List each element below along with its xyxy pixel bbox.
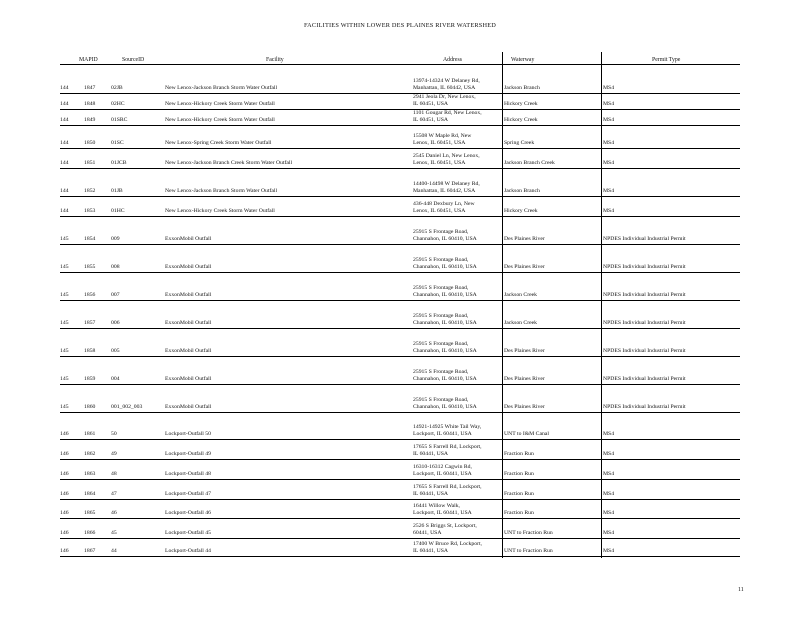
cell-address-line1: 14921-14925 White Tail Way, [413,424,482,430]
cell-facility: ExxonMobil Outfall [165,348,212,354]
cell-source-id: 001_002_003 [111,404,143,410]
cell-map-id: 1866 [84,530,96,536]
cell-map-id: 1864 [84,491,96,497]
cell-address-line2: Manhattan, IL 60442, USA [413,85,476,91]
cell-source-id: 01SRC [111,117,128,123]
cell-address-line1: 16441 Willow Walk, [413,503,460,509]
header-source-id: SourceID [122,57,145,63]
cell-permit-type: NPDES Individual Industrial Permit [603,376,686,382]
cell-source-id: 02HC [111,101,125,107]
cell-source-id: 005 [111,348,120,354]
cell-address-line1: 436-448 Dexbury Ln, New [413,201,475,207]
cell-map-id: 1847 [84,85,96,91]
cell-map-id: 1863 [84,471,96,477]
cell-facility: ExxonMobil Outfall [165,292,212,298]
cell-address-line2: IL 60451, USA [413,117,449,123]
cell-page-id: 145 [60,264,69,270]
cell-waterway: Jackson Branch [504,85,540,91]
cell-source-id: 004 [111,376,120,382]
cell-map-id: 1856 [84,292,96,298]
row-rule [60,93,740,94]
cell-page-id: 144 [60,140,69,146]
cell-source-id: 46 [111,510,117,516]
cell-facility: ExxonMobil Outfall [165,404,212,410]
cell-facility: New Lenox-Jackson Branch Storm Water Outfall [165,85,278,91]
cell-source-id: 01JCB [111,160,127,166]
cell-address-line2: Lenox, IL 60451, USA [413,208,466,214]
page-number: 11 [738,587,744,593]
cell-address-line2: Channahon, IL 60410, USA [413,236,477,242]
cell-address-line1: 25915 S Frontage Road, [413,397,469,403]
cell-address-line2: Channahon, IL 60410, USA [413,404,477,410]
cell-page-id: 144 [60,101,69,107]
cell-address-line2: Channahon, IL 60410, USA [413,264,477,270]
cell-map-id: 1848 [84,101,96,107]
cell-waterway: Des Plaines River [504,236,545,242]
cell-address-line2: Channahon, IL 60410, USA [413,320,477,326]
cell-permit-type: MS4 [603,140,615,146]
cell-address-line2: IL 60441, USA [413,491,449,497]
cell-map-id: 1852 [84,188,96,194]
cell-map-id: 1862 [84,451,96,457]
cell-address-line1: 15508 W Maple Rd, New [413,133,472,139]
row-rule [60,109,740,110]
cell-address-line2: Channahon, IL 60410, USA [413,376,477,382]
cell-permit-type: NPDES Individual Industrial Permit [603,236,686,242]
cell-source-id: 49 [111,451,117,457]
cell-map-id: 1851 [84,160,96,166]
cell-waterway: Hickory Creek [504,101,538,107]
page-title: FACILITIES WITHIN LOWER DES PLAINES RIVER WATERSHED [303,22,497,29]
cell-page-id: 145 [60,348,69,354]
cell-waterway: UNT to I&M Canal [504,431,549,437]
cell-permit-type: MS4 [603,451,615,457]
cell-waterway: Fraction Run [504,451,534,457]
cell-address-line2: Channahon, IL 60410, USA [413,348,477,354]
cell-map-id: 1861 [84,431,96,437]
cell-permit-type: MS4 [603,208,615,214]
cell-source-id: 47 [111,491,117,497]
cell-address-line2: Lockport, IL 60441, USA [413,431,472,437]
cell-map-id: 1857 [84,320,96,326]
cell-facility: Lockport-Outfall 47 [165,491,211,497]
cell-facility: Lockport-Outfall 45 [165,530,211,536]
cell-permit-type: MS4 [603,431,615,437]
header-rule [60,64,740,65]
cell-address-line2: IL 60441, USA [413,451,449,457]
cell-source-id: 48 [111,471,117,477]
cell-facility: New Lenox-Jackson Branch Storm Water Outfall [165,188,278,194]
cell-source-id: 006 [111,320,120,326]
cell-page-id: 145 [60,404,69,410]
cell-facility: New Lenox-Hickory Creek Storm Water Outfall [165,117,275,123]
cell-facility: Lockport-Outfall 46 [165,510,211,516]
cell-facility: New Lenox-Spring Creek Storm Water Outfall [165,140,272,146]
cell-page-id: 146 [60,471,69,477]
cell-address-line1: 25915 S Frontage Road, [413,229,469,235]
cell-address-line1: 25915 S Frontage Road, [413,369,469,375]
cell-map-id: 1855 [84,264,96,270]
cell-map-id: 1859 [84,376,96,382]
row-rule [60,518,740,519]
cell-address-line1: 2941 Jeola Dr, New Lenox, [413,94,476,100]
cell-facility: ExxonMobil Outfall [165,236,212,242]
cell-page-id: 144 [60,188,69,194]
cell-facility: New Lenox-Jackson Branch Creek Storm Water Outfall [165,160,293,166]
row-rule [60,244,740,245]
cell-address-line2: 60441, USA [413,530,442,536]
cell-address-line1: 25915 S Frontage Road, [413,313,469,319]
cell-source-id: 45 [111,530,117,536]
row-rule [60,168,740,169]
cell-source-id: 01JB [111,188,123,194]
cell-permit-type: MS4 [603,530,615,536]
row-rule [60,412,740,413]
cell-source-id: 008 [111,264,120,270]
cell-permit-type: NPDES Individual Industrial Permit [603,320,686,326]
column-divider-waterway [601,52,602,558]
row-rule [60,538,740,539]
cell-waterway: Hickory Creek [504,208,538,214]
cell-address-line1: 13974-14324 W Delaney Rd, [413,78,480,84]
row-rule [60,148,740,149]
cell-permit-type: NPDES Individual Industrial Permit [603,404,686,410]
cell-waterway: UNT to Fraction Run [504,530,553,536]
cell-address-line1: 25915 S Frontage Road, [413,285,469,291]
cell-waterway: Spring Creek [504,140,535,146]
cell-address-line2: Lockport, IL 60441, USA [413,471,472,477]
cell-waterway: Jackson Creek [504,292,538,298]
cell-address-line2: Manhattan, IL 60442, USA [413,188,476,194]
cell-page-id: 146 [60,451,69,457]
row-rule [60,499,740,500]
cell-source-id: 50 [111,431,117,437]
cell-address-line2: Channahon, IL 60410, USA [413,292,477,298]
cell-page-id: 145 [60,320,69,326]
cell-map-id: 1854 [84,236,96,242]
cell-page-id: 145 [60,376,69,382]
cell-address-line1: 17655 S Farrell Rd, Lockport, [413,444,482,450]
cell-page-id: 146 [60,510,69,516]
cell-address-line1: 17400 W Bruce Rd, Lockport, [413,541,482,547]
cell-permit-type: NPDES Individual Industrial Permit [603,264,686,270]
cell-source-id: 007 [111,292,120,298]
header-mapid: MAPID [79,57,98,63]
cell-address-line1: 14400-14498 W Delaney Rd, [413,181,480,187]
cell-waterway: Fraction Run [504,510,534,516]
cell-permit-type: MS4 [603,117,615,123]
header-permit-type: Permit Type [652,57,681,63]
cell-permit-type: MS4 [603,101,615,107]
cell-facility: ExxonMobil Outfall [165,264,212,270]
row-rule [60,300,740,301]
cell-permit-type: MS4 [603,471,615,477]
cell-page-id: 145 [60,236,69,242]
cell-permit-type: MS4 [603,160,615,166]
cell-map-id: 1865 [84,510,96,516]
cell-permit-type: MS4 [603,510,615,516]
row-rule [60,328,740,329]
cell-address-line1: 25915 S Frontage Road, [413,257,469,263]
cell-waterway: Des Plaines River [504,404,545,410]
cell-address-line1: 16310-16312 Cagwin Rd, [413,464,472,470]
cell-page-id: 146 [60,530,69,536]
cell-address-line2: Lenox, IL 60451, USA [413,160,466,166]
header-address: Address [443,57,462,63]
row-rule [60,439,740,440]
row-rule [60,196,740,197]
cell-source-id: 02JB [111,85,123,91]
cell-page-id: 144 [60,160,69,166]
cell-facility: ExxonMobil Outfall [165,376,212,382]
row-rule [60,125,740,126]
row-rule [60,272,740,273]
column-divider-address [502,52,503,558]
cell-waterway: Des Plaines River [504,348,545,354]
cell-address-line2: IL 60451, USA [413,101,449,107]
cell-map-id: 1850 [84,140,96,146]
cell-waterway: Jackson Creek [504,320,538,326]
cell-permit-type: MS4 [603,548,615,554]
cell-facility: Lockport-Outfall 49 [165,451,211,457]
cell-page-id: 146 [60,548,69,554]
cell-facility: New Lenox-Hickory Creek Storm Water Outfall [165,208,275,214]
cell-address-line1: 2526 S Briggs St, Lockport, [413,523,477,529]
cell-waterway: Jackson Branch Creek [504,160,555,166]
cell-permit-type: MS4 [603,85,615,91]
cell-facility: Lockport-Outfall 44 [165,548,211,554]
cell-permit-type: NPDES Individual Industrial Permit [603,348,686,354]
cell-map-id: 1849 [84,117,96,123]
cell-permit-type: MS4 [603,491,615,497]
cell-address-line1: 2545 Daniel Ln, New Lenox, [413,153,480,159]
cell-waterway: Hickory Creek [504,117,538,123]
cell-map-id: 1860 [84,404,96,410]
cell-map-id: 1853 [84,208,96,214]
cell-address-line1: 25915 S Frontage Road, [413,341,469,347]
cell-facility: New Lenox-Hickory Creek Storm Water Outfall [165,101,275,107]
cell-page-id: 145 [60,292,69,298]
cell-facility: Lockport-Outfall 48 [165,471,211,477]
row-rule [60,356,740,357]
cell-permit-type: NPDES Individual Industrial Permit [603,292,686,298]
cell-source-id: 44 [111,548,117,554]
cell-address-line2: Lenox, IL 60451, USA [413,140,466,146]
header-waterway: Waterway [511,57,535,63]
cell-map-id: 1858 [84,348,96,354]
row-rule [60,479,740,480]
cell-waterway: Jackson Branch [504,188,540,194]
cell-page-id: 144 [60,117,69,123]
cell-permit-type: MS4 [603,188,615,194]
row-rule [60,384,740,385]
cell-facility: ExxonMobil Outfall [165,320,212,326]
cell-map-id: 1867 [84,548,96,554]
cell-waterway: Fraction Run [504,491,534,497]
cell-waterway: Fraction Run [504,471,534,477]
row-rule [60,459,740,460]
cell-waterway: UNT to Fraction Run [504,548,553,554]
cell-source-id: 009 [111,236,120,242]
cell-page-id: 144 [60,85,69,91]
cell-page-id: 146 [60,491,69,497]
cell-source-id: 01SC [111,140,124,146]
cell-address-line2: Lockport, IL 60441, USA [413,510,472,516]
cell-waterway: Des Plaines River [504,376,545,382]
cell-waterway: Des Plaines River [504,264,545,270]
row-rule [60,216,740,217]
cell-source-id: 01HC [111,208,125,214]
cell-address-line1: 17655 S Farrell Rd, Lockport, [413,484,482,490]
cell-facility: Lockport-Outfall 50 [165,431,211,437]
cell-address-line2: IL 60441, USA [413,548,449,554]
header-facility: Facility [266,57,284,63]
cell-page-id: 146 [60,431,69,437]
row-rule [60,556,740,557]
cell-address-line1: 1101 Gougar Rd, New Lenox, [413,110,482,116]
cell-page-id: 144 [60,208,69,214]
